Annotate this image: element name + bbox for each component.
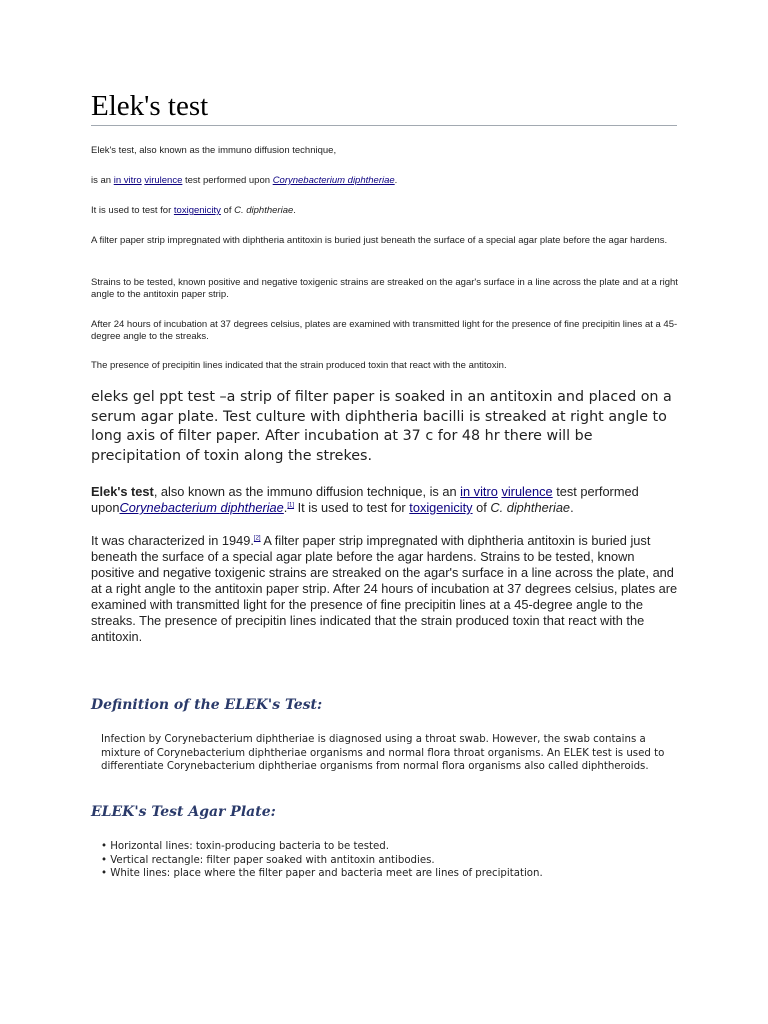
text: .	[394, 175, 398, 186]
link-virulence[interactable]: virulence	[144, 175, 183, 186]
link-in-vitro-2[interactable]: in vitro	[460, 484, 498, 499]
paragraph-precipitin: The presence of precipitin lines indicated that the strain produced toxin that react with the antitoxin.	[91, 360, 507, 371]
text: .	[570, 500, 574, 515]
title-divider	[91, 125, 677, 126]
paragraph-filter-strip: A filter paper strip impregnated with diphtheria antitoxin is buried just beneath the surface of a special agar plate before the agar hardens.	[91, 235, 668, 246]
text: of	[472, 500, 491, 515]
text: of	[220, 205, 235, 216]
paragraph-characterized	[91, 533, 679, 645]
paragraph-strains: Strains to be tested, known positive and negative toxigenic strains are streaked on the agar's surface in a line across the plate and at a right angle to the antitoxin paper strip.	[91, 277, 678, 300]
bold-term: Elek's test	[91, 484, 154, 499]
text: It was characterized in 1949.	[91, 533, 254, 548]
link-in-vitro[interactable]: in vitro	[113, 175, 142, 186]
species-name: C. diphtheriae	[234, 205, 294, 216]
link-corynebacterium[interactable]: Corynebacterium diphtheriae	[272, 175, 395, 186]
text: .	[293, 205, 296, 216]
agar-plate-list	[101, 840, 686, 881]
text: It is used to test for	[91, 205, 174, 216]
paragraph-incubation: After 24 hours of incubation at 37 degrees celsius, plates are examined with transmitted light for the presence of fine precipitin lines at a 45-degree angle to the streaks.	[91, 319, 678, 342]
list-item: • Horizontal lines: toxin-producing bacteria to be tested.	[101, 841, 390, 852]
species-name: C. diphtheriae	[490, 500, 571, 515]
link-virulence-2[interactable]: virulence	[501, 484, 553, 499]
paragraph-invitro	[91, 175, 679, 187]
paragraph-toxigenicity	[91, 205, 679, 217]
reference-2[interactable]: [2]	[253, 535, 261, 542]
link-corynebacterium-2[interactable]: Corynebacterium diphtheriae	[119, 500, 284, 515]
paragraph-elek-summary	[91, 484, 679, 516]
reference-1[interactable]: [1]	[287, 502, 295, 509]
list-item: • Vertical rectangle: filter paper soaked with antitoxin antibodies.	[101, 854, 435, 866]
text: .	[283, 500, 288, 515]
link-toxigenicity[interactable]: toxigenicity	[173, 205, 221, 216]
text: test performed upon	[182, 175, 273, 186]
page-title: Elek's test	[91, 90, 209, 122]
paragraph-intro: Elek's test, also known as the immuno diffusion technique,	[91, 145, 337, 156]
text: It is used to test for	[294, 500, 410, 515]
section-heading-definition: Definition of the ELEK's Test:	[91, 697, 323, 713]
text: is an	[91, 175, 114, 186]
text: test performed upon	[91, 484, 639, 515]
section-body-definition: Infection by Corynebacterium diphtheriae is diagnosed using a throat swab. However, the swab contains a mixture of Corynebacterium diphtheriae organisms and normal flora throat organisms. An ELEK test is used to differentiate Corynebacterium diphtheriae organisms from normal flora organisms also called diphtheroids.	[101, 734, 665, 773]
paragraph-gel-ppt: eleks gel ppt test –a strip of filter paper is soaked in an antitoxin and placed on a serum agar plate. Test culture with diphtheria bacilli is streaked at right angle to long axis of filter paper. After incubation at 37 c for 48 hr there will be precipitation of toxin along the strekes.	[91, 389, 672, 464]
section-heading-agar-plate: ELEK's Test Agar Plate:	[91, 804, 276, 820]
text: , also known as the immuno diffusion technique, is an	[153, 484, 461, 499]
list-item: • White lines: place where the filter paper and bacteria meet are lines of precipitation.	[101, 868, 543, 880]
link-toxigenicity-2[interactable]: toxigenicity	[409, 500, 473, 515]
text: A filter paper strip impregnated with diphtheria antitoxin is buried just beneath the surface of a special agar plate before the agar hardens. Strains to be tested, known positive and negative toxigenic strains are streaked on the agar's surface in a line across the plate, and at a right angle to the antitoxin paper strip. After 24 hours of incubation at 37 degrees celsius, plates are examined with transmitted light for the presence of fine precipitin lines at a 45-degree angle to the streaks. The presence of precipitin lines indicated that the strain produced toxin that react with the antitoxin.	[91, 533, 678, 644]
